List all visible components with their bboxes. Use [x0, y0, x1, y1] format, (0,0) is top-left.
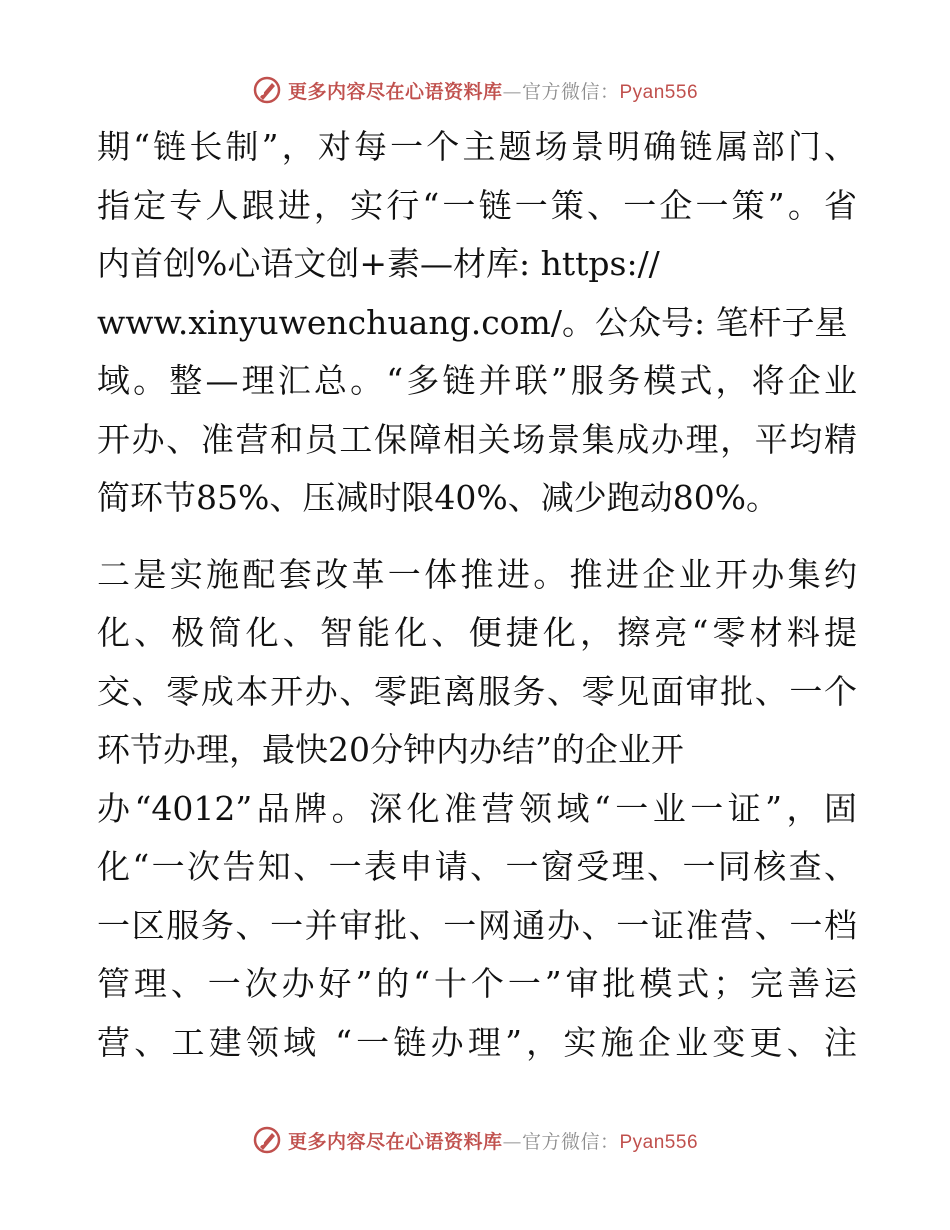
text-line: 交、零成本开办、零距离服务、零见面审批、一个 — [97, 671, 857, 711]
text-line: 域。整—理汇总。“多链并联”服务模式，将企业 — [97, 361, 857, 400]
banner-wechat-label: 官方微信： — [521, 1130, 620, 1153]
text-line: 化“一次告知、一表申请、一窗受理、一同核查、 — [97, 847, 857, 886]
banner-wechat-handle: Pyan556 — [619, 81, 699, 103]
text-line: 办“4012”品牌。深化准营领域“一业一证”，固 — [97, 788, 857, 828]
banner-wechat-handle: Pyan556 — [619, 1131, 699, 1153]
text-line: 营、工建领域 “一链办理”，实施企业变更、注 — [97, 1022, 857, 1062]
banner-text — [288, 1127, 698, 1154]
text-line: 环节办理，最快20分钟内办结”的企业开 — [97, 730, 684, 769]
paragraph — [97, 546, 857, 1073]
banner-text — [288, 77, 698, 104]
text-line: 简环节85%、压减时限40%、减少跑动80%。 — [97, 478, 780, 517]
paragraph — [97, 118, 857, 528]
banner-wechat-label: 官方微信： — [521, 80, 620, 103]
text-line: 一区服务、一并审批、一网通办、一证准营、一档 — [97, 905, 857, 945]
banner-main-text: 更多内容尽在心语资料库 — [287, 80, 503, 103]
text-line: 二是实施配套改革一体推进。推进企业开办集约 — [97, 554, 857, 594]
text-line: 指定专人跟进，实行“一链一策、一企一策”。省 — [97, 185, 857, 225]
text-line: 管理、一次办好”的“十个一”审批模式；完善运 — [97, 964, 857, 1003]
text-line: 开办、准营和员工保障相关场景集成办理，平均精 — [97, 419, 857, 459]
text-line: www.xinyuwenchuang.com/。公众号: 笔杆子星 — [97, 302, 848, 342]
text-line: 期“链长制”，对每一个主题场景明确链属部门、 — [97, 127, 857, 166]
header-watermark-banner — [0, 70, 950, 110]
pen-logo-icon — [252, 1125, 282, 1155]
footer-watermark-banner — [0, 1120, 950, 1160]
banner-main-text: 更多内容尽在心语资料库 — [287, 1130, 503, 1153]
text-line: 化、极简化、智能化、便捷化，擦亮“零材料提 — [97, 613, 857, 652]
banner-dash: — — [502, 80, 522, 103]
pen-logo-icon — [252, 75, 282, 105]
banner-dash: — — [502, 1130, 522, 1153]
text-line: 内首创%心语文创+素—材库: https:// — [97, 244, 660, 283]
document-body — [97, 118, 857, 1072]
